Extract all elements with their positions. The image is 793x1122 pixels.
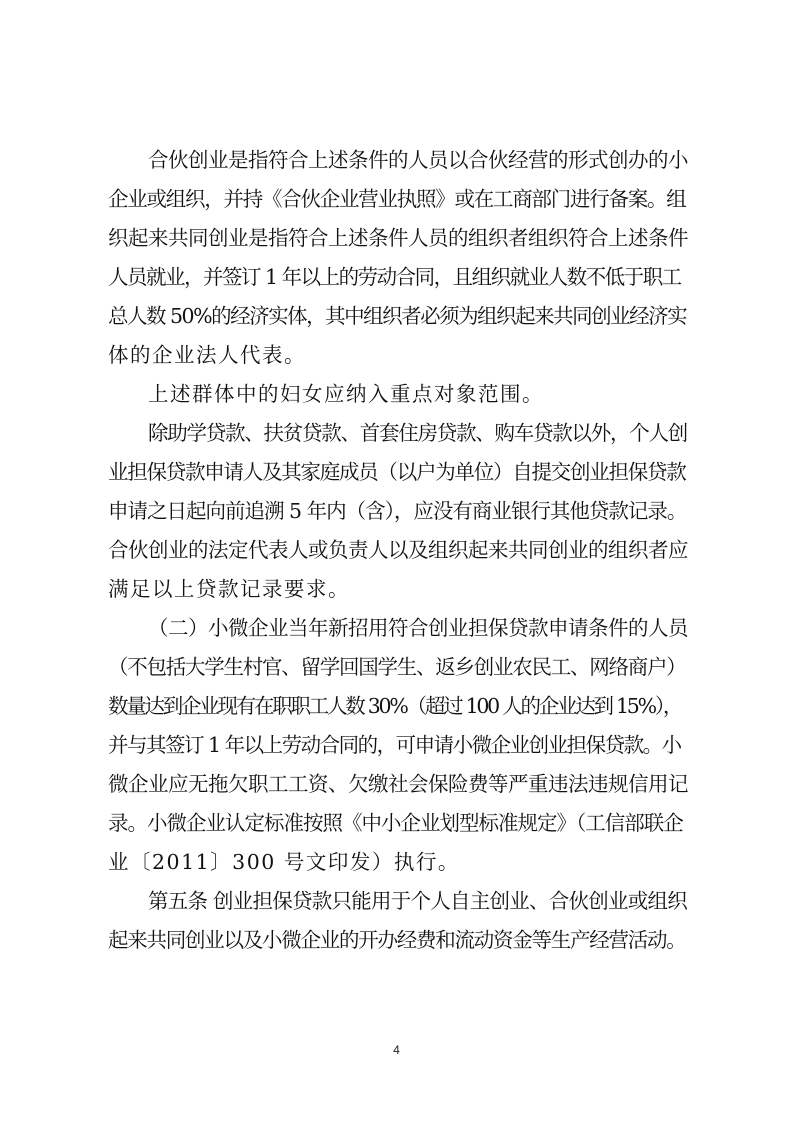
paragraph-line: 合伙创业是指符合上述条件的人员以合伙经营的形式创办的小 — [148, 148, 688, 172]
paragraph-line: 起来共同创业以及小微企业的开办经费和流动资金等生产经营活动。 — [108, 928, 686, 952]
paragraph-line: 满足以上贷款记录要求。 — [108, 577, 350, 601]
paragraph-line: 业〔2011〕300 号文印发）执行。 — [108, 850, 460, 874]
page-number: 4 — [393, 1043, 400, 1057]
paragraph-line: 合伙创业的法定代表人或负责人以及组织起来共同创业的组织者应 — [108, 538, 688, 562]
paragraph-line: 微企业应无拖欠职工工资、欠缴社会保险费等严重违法违规信用记 — [108, 772, 688, 796]
paragraph-line: 总人数 50%的经济实体，其中组织者必须为组织起来共同创业经济实 — [108, 304, 687, 328]
paragraph-line: 数量达到企业现有在职职工人数 30%（超过 100 人的企业达到 15%）， — [108, 694, 682, 718]
paragraph-line: 录。小微企业认定标准按照《中小企业划型标准规定》（工信部联企 — [108, 811, 683, 835]
paragraph-line: 体的企业法人代表。 — [108, 343, 306, 367]
paragraph-line: 申请之日起向前追溯 5 年内（含），应没有商业银行其他贷款记录。 — [108, 499, 687, 523]
paragraph-line: 业担保贷款申请人及其家庭成员（以户为单位）自提交创业担保贷款 — [108, 460, 686, 484]
paragraph-line: 第五条 创业担保贷款只能用于个人自主创业、合伙创业或组织 — [148, 889, 688, 913]
paragraph-line: （二）小微企业当年新招用符合创业担保贷款申请条件的人员 — [148, 616, 688, 640]
paragraph-line: 织起来共同创业是指符合上述条件人员的组织者组织符合上述条件 — [108, 226, 688, 250]
paragraph-line: 企业或组织，并持《合伙企业营业执照》或在工商部门进行备案。组 — [108, 187, 686, 211]
paragraph-line: 并与其签订 1 年以上劳动合同的，可申请小微企业创业担保贷款。小 — [108, 733, 681, 757]
paragraph-line: （不包括大学生村官、留学回国学生、返乡创业农民工、网络商户） — [108, 655, 686, 679]
paragraph-line: 除助学贷款、扶贫贷款、首套住房贷款、购车贷款以外，个人创 — [148, 421, 687, 445]
paragraph-line: 上述群体中的妇女应纳入重点对象范围。 — [148, 382, 544, 406]
paragraph-line: 人员就业，并签订 1 年以上的劳动合同，且组织就业人数不低于职工 — [108, 265, 681, 289]
